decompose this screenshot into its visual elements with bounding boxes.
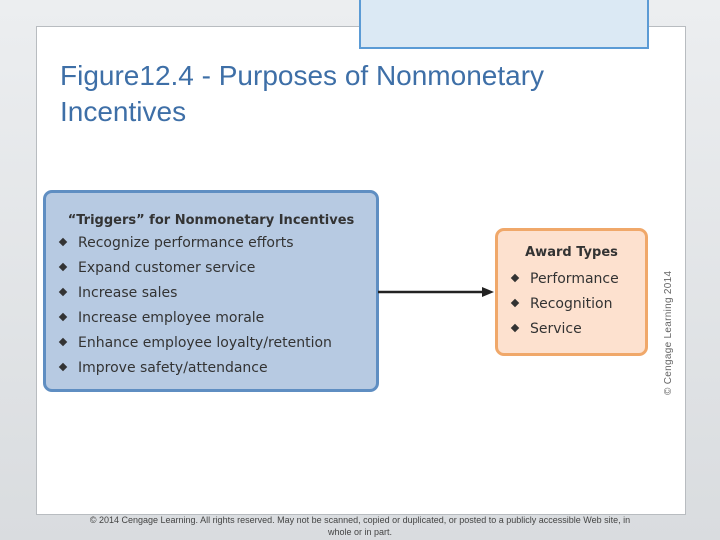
trigger-item-label: Recognize performance efforts	[78, 235, 294, 251]
bullet-icon	[511, 274, 519, 282]
bullet-icon	[59, 263, 67, 271]
award-item	[510, 319, 619, 344]
trigger-item-label: Increase sales	[78, 285, 178, 301]
arrow-head-icon	[482, 287, 494, 297]
award-item-label: Service	[530, 321, 582, 337]
trigger-item	[58, 358, 332, 383]
award-item	[510, 269, 619, 294]
trigger-item	[58, 283, 332, 308]
footer-line-1: © 2014 Cengage Learning. All rights reserved. May not be scanned, copied or duplicated, or posted to a publicly accessible Web site, in	[89, 515, 631, 525]
trigger-item	[58, 258, 332, 283]
award-item	[510, 294, 619, 319]
bullet-icon	[511, 324, 519, 332]
bullet-icon	[59, 338, 67, 346]
award-types-heading: Award Types	[525, 245, 618, 260]
slide-title-line-1: Figure12.4 - Purposes of Nonmonetary	[60, 60, 545, 91]
award-types-list	[510, 269, 619, 344]
slide-title-line-2: Incentives	[60, 96, 187, 127]
trigger-item	[58, 233, 332, 258]
footer-line-2: whole or in part.	[327, 527, 393, 537]
trigger-item	[58, 308, 332, 333]
bullet-icon	[59, 363, 67, 371]
connector-arrow	[378, 282, 496, 302]
slide-title	[60, 58, 660, 130]
header-decoration-box	[359, 0, 649, 49]
bullet-icon	[59, 238, 67, 246]
trigger-item-label: Expand customer service	[78, 260, 256, 276]
triggers-list	[58, 233, 332, 383]
award-item-label: Recognition	[530, 296, 613, 312]
triggers-heading: “Triggers” for Nonmonetary Incentives	[67, 213, 355, 228]
footer-copyright	[36, 514, 684, 538]
copyright-credit: © Cengage Learning 2014	[663, 270, 674, 395]
bullet-icon	[511, 299, 519, 307]
trigger-item-label: Enhance employee loyalty/retention	[78, 335, 332, 351]
award-item-label: Performance	[530, 271, 619, 287]
bullet-icon	[59, 313, 67, 321]
trigger-item-label: Improve safety/attendance	[78, 360, 268, 376]
trigger-item-label: Increase employee morale	[78, 310, 265, 326]
bullet-icon	[59, 288, 67, 296]
trigger-item	[58, 333, 332, 358]
